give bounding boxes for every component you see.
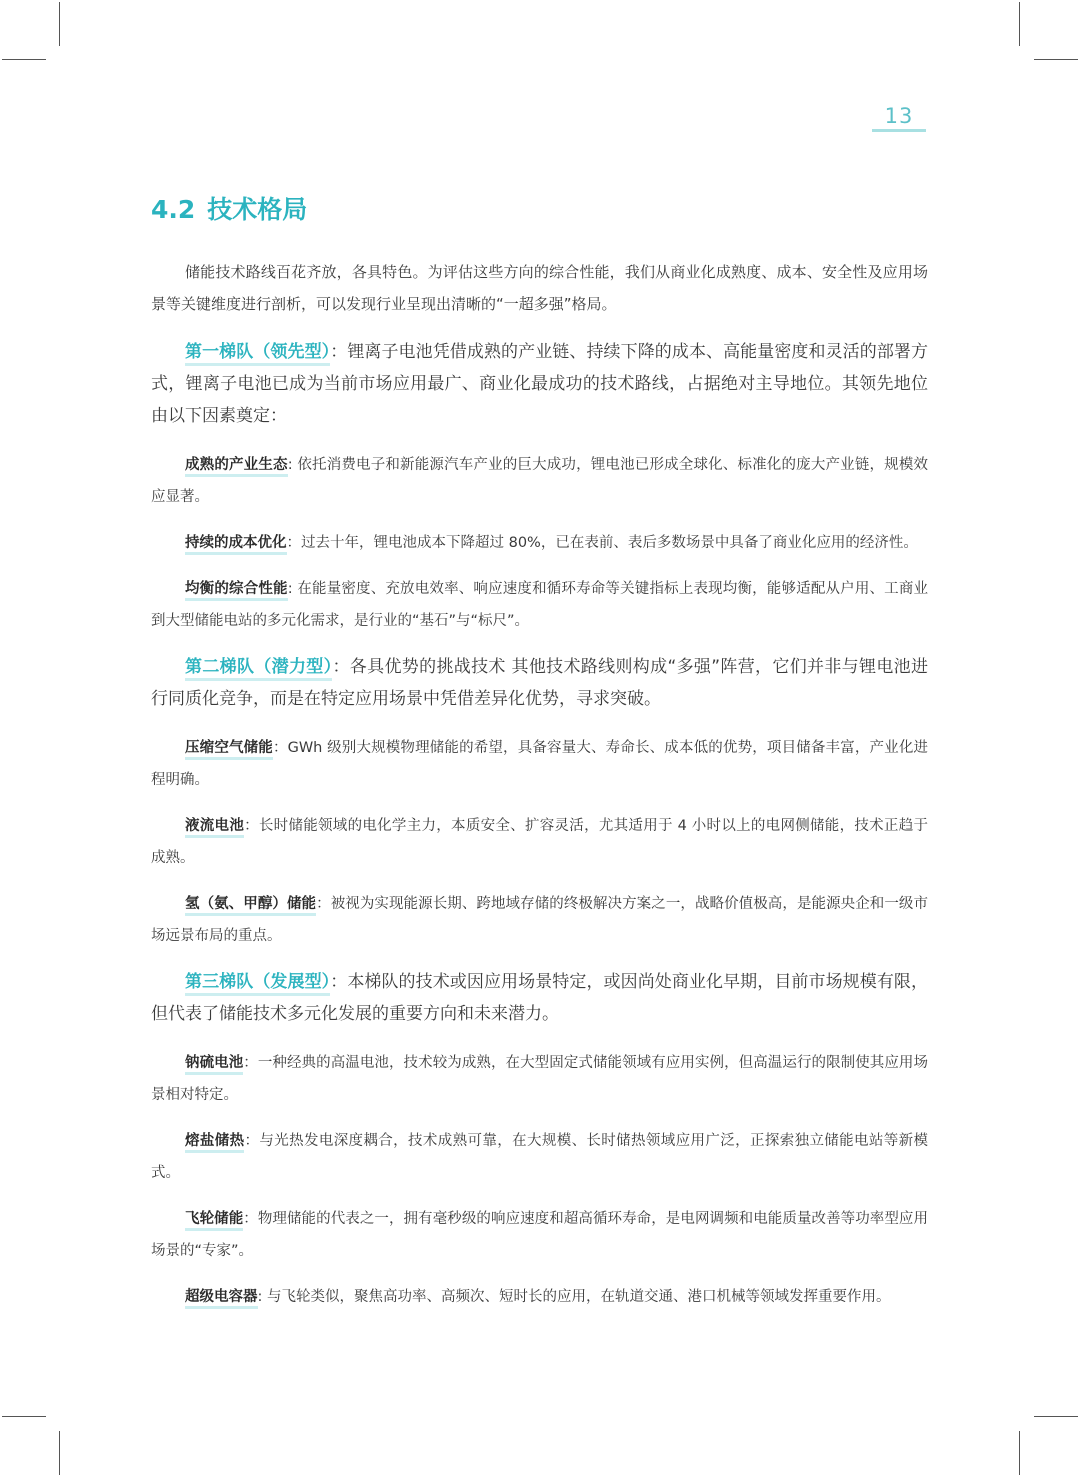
technology-label: 钠硫电池: [185, 1055, 243, 1075]
tier-label: 第三梯队（发展型）: [185, 972, 330, 996]
technology-text: ：GWh 级别大规模物理储能的希望，具备容量大、寿命长、成本低的优势，项目储备丰富，产业化进程明确。: [151, 740, 928, 788]
technology-text: ：一种经典的高温电池，技术较为成熟，在大型固定式储能领域有应用实例，但高温运行的限制使其应用场景相对特定。: [151, 1055, 928, 1103]
crop-mark-top-right-vertical: [1019, 2, 1020, 46]
factor-label: 持续的成本优化: [185, 535, 287, 555]
factor-paragraph: [151, 449, 928, 513]
section-number: 4.2: [151, 195, 196, 224]
technology-paragraph: [151, 888, 928, 952]
technology-text: ：被视为实现能源长期、跨地域存储的终极解决方案之一，战略价值极高，是能源央企和一级市场远景布局的重点。: [151, 896, 929, 944]
tier-paragraph: [151, 651, 928, 715]
crop-mark-top-left-vertical: [59, 2, 60, 46]
tier-paragraph: [151, 966, 928, 1030]
technology-label: 液流电池: [185, 818, 244, 838]
technology-paragraph: [151, 810, 928, 874]
factor-paragraph: [151, 573, 928, 637]
crop-mark-bottom-left-vertical: [59, 1431, 60, 1475]
tier-text: ：本梯队的技术或因应用场景特定，或因尚处商业化早期，目前市场规模有限，但代表了储能技术多元化发展的重要方向和未来潜力。: [151, 972, 929, 1024]
factor-text: ：过去十年，锂电池成本下降超过 80%，已在表前、表后多数场景中具备了商业化应用的经济性。: [286, 535, 918, 551]
tier-text: ：锂离子电池凭借成熟的产业链、持续下降的成本、高能量密度和灵活的部署方式，锂离子电池已成为当前市场应用最广、商业化最成功的技术路线，占据绝对主导地位。其领先地位由以下因素奠定：: [151, 342, 929, 426]
intro-paragraph: 储能技术路线百花齐放，各具特色。为评估这些方向的综合性能，我们从商业化成熟度、成本、安全性及应用场景等关键维度进行剖析，可以发现行业呈现出清晰的“一超多强”格局。: [151, 263, 928, 313]
technology-text: ：与光热发电深度耦合，技术成熟可靠，在大规模、长时储热领域应用广泛，正探索独立储能电站等新模式。: [151, 1133, 929, 1181]
technology-paragraph: [151, 1125, 928, 1189]
technology-text: ：物理储能的代表之一，拥有毫秒级的响应速度和超高循环寿命，是电网调频和电能质量改善等功率型应用场景的“专家”。: [151, 1211, 928, 1259]
technology-label: 氢（氨、甲醇）储能: [185, 896, 316, 916]
factor-label: 均衡的综合性能: [185, 581, 288, 601]
page-number: 13: [884, 104, 914, 128]
page-content: [151, 192, 928, 1327]
crop-mark-top-left-horizontal: [2, 59, 46, 60]
technology-paragraph: [151, 1203, 928, 1267]
factor-text: : 在能量密度、充放电效率、响应速度和循环寿命等关键指标上表现均衡，能够适配从户用、工商业到大型储能电站的多元化需求，是行业的“基石”与“标尺”。: [151, 581, 929, 629]
tier-label: 第二梯队（潜力型）: [185, 657, 332, 681]
factor-paragraph: [151, 527, 928, 559]
technology-paragraph: [151, 1281, 928, 1313]
crop-mark-top-right-horizontal: [1034, 59, 1078, 60]
technology-paragraph: [151, 732, 928, 796]
technology-text: : 与飞轮类似，聚焦高功率、高频次、短时长的应用，在轨道交通、港口机械等领域发挥重要作用。: [257, 1289, 891, 1305]
factor-text: : 依托消费电子和新能源汽车产业的巨大成功，锂电池已形成全球化、标准化的庞大产业链，规模效应显著。: [151, 457, 929, 505]
crop-mark-bottom-right-vertical: [1019, 1431, 1020, 1475]
technology-label: 超级电容器: [185, 1289, 258, 1309]
technology-text: ：长时储能领域的电化学主力，本质安全、扩容灵活，尤其适用于 4 小时以上的电网侧储能，技术正趋于成熟。: [151, 818, 928, 866]
crop-mark-bottom-left-horizontal: [2, 1416, 46, 1417]
technology-label: 压缩空气储能: [185, 740, 273, 760]
crop-mark-bottom-right-horizontal: [1034, 1416, 1078, 1417]
tier-text: ：各具优势的挑战技术 其他技术路线则构成“多强”阵营，它们并非与锂电池进行同质化竞争，而是在特定应用场景中凭借差异化优势，寻求突破。: [151, 657, 928, 709]
technology-label: 熔盐储热: [185, 1133, 244, 1153]
tier-label: 第一梯队（领先型）: [185, 342, 330, 366]
section-heading: [151, 192, 928, 228]
section-title: 技术格局: [207, 195, 308, 224]
factor-label: 成熟的产业生态: [185, 457, 288, 477]
tier-paragraph: [151, 336, 928, 432]
technology-label: 飞轮储能: [185, 1211, 243, 1231]
page-number-underline: [872, 129, 926, 132]
technology-paragraph: [151, 1047, 928, 1111]
